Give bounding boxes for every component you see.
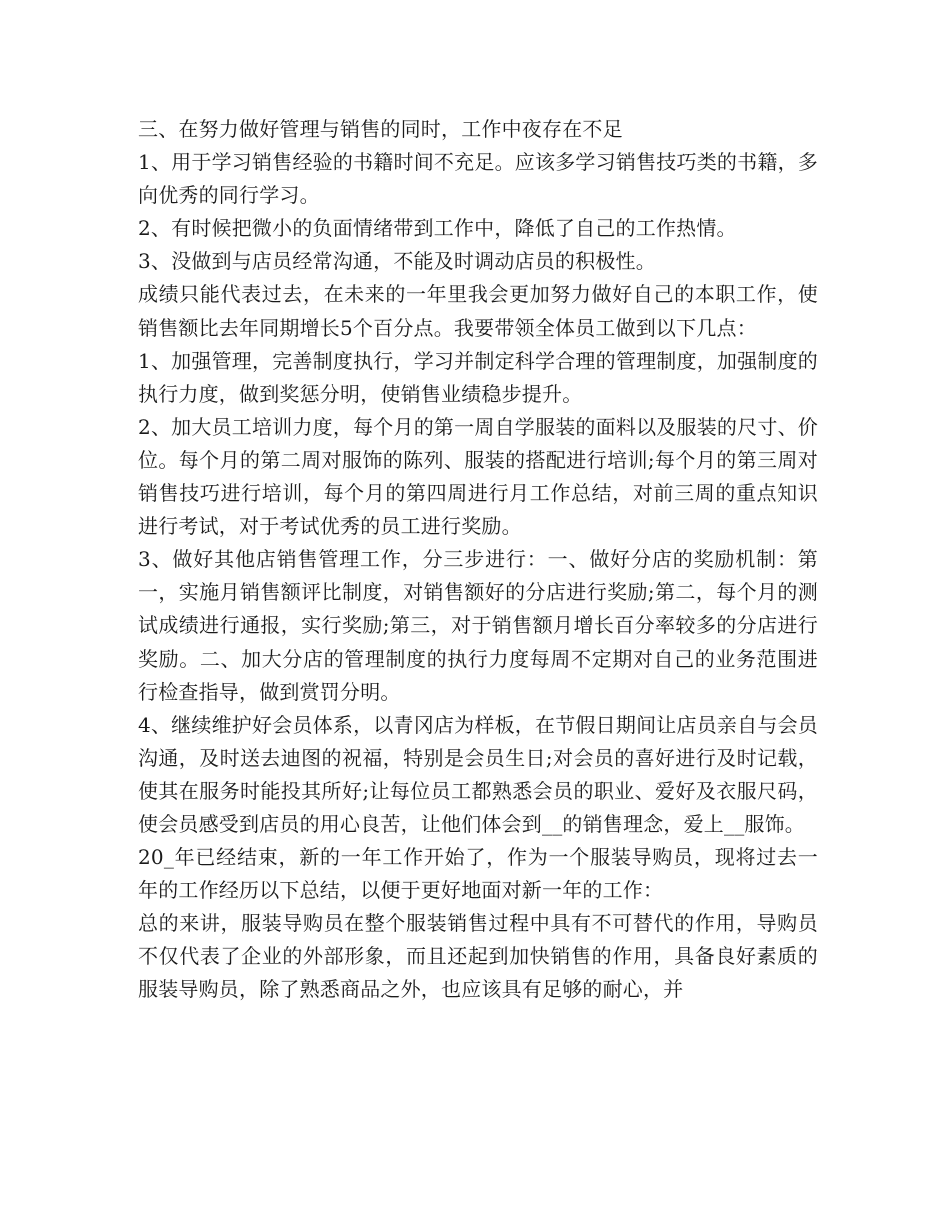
plan-intro-paragraph: 成绩只能代表过去，在未来的一年里我会更加努力做好自己的本职工作，使销售额比去年同期增长5个百分点。我要带领全体员工做到以下几点：: [138, 282, 818, 340]
document-body: [138, 113, 818, 1007]
shortcoming-item-2: 2、有时候把微小的负面情绪带到工作中，降低了自己的工作热情。: [138, 216, 737, 241]
section-heading-shortcomings: 三、在努力做好管理与销售的同时，工作中夜存在不足: [138, 117, 623, 141]
shortcoming-item-1: 1、用于学习销售经验的书籍时间不充足。应该多学习销售技巧类的书籍，多向优秀的同行学习。: [138, 150, 818, 208]
plan-item-2: 2、加大员工培训力度，每个月的第一周自学服装的面料以及服装的尺寸、价位。每个月的第二周对服饰的陈列、服装的搭配进行培训;每个月的第三周对销售技巧进行培训，每个月的第四周进行月工作总结，对前三周的重点知识进行考试，对于考试优秀的员工进行奖励。: [138, 414, 818, 539]
plan-item-3: 3、做好其他店销售管理工作，分三步进行：一、做好分店的奖励机制：第一，实施月销售额评比制度，对销售额好的分店进行奖励;第二，每个月的测试成绩进行通报，实行奖励;第三，对于销售额月增长百分率较多的分店进行奖励。二、加大分店的管理制度的执行力度每周不定期对自己的业务范围进行检查指导，做到赏罚分明。: [138, 547, 818, 704]
summary-intro-paragraph: 20_年已经结束，新的一年工作开始了，作为一个服装导购员，现将过去一年的工作经历以下总结，以便于更好地面对新一年的工作：: [138, 845, 818, 903]
shortcoming-item-3: 3、没做到与店员经常沟通，不能及时调动店员的积极性。: [138, 249, 656, 274]
plan-item-4: 4、继续维护好会员体系，以青冈店为样板，在节假日期间让店员亲自与会员沟通，及时送去迪图的祝福，特别是会员生日;对会员的喜好进行及时记载，使其在服务时能投其所好;让每位员工都熟悉会员的职业、爱好及衣服尺码，使会员感受到店员的用心良苦，让他们体会到__的销售理念，爱上__服饰。: [138, 712, 818, 836]
summary-body-paragraph: 总的来讲，服装导购员在整个服装销售过程中具有不可替代的作用，导购员不仅代表了企业的外部形象，而且还起到加快销售的作用，具备良好素质的服装导购员，除了熟悉商品之外，也应该具有足够的耐心，并: [138, 911, 818, 1002]
plan-item-1: 1、加强管理，完善制度执行，学习并制定科学合理的管理制度，加强制度的执行力度，做到奖惩分明，使销售业绩稳步提升。: [138, 348, 818, 406]
